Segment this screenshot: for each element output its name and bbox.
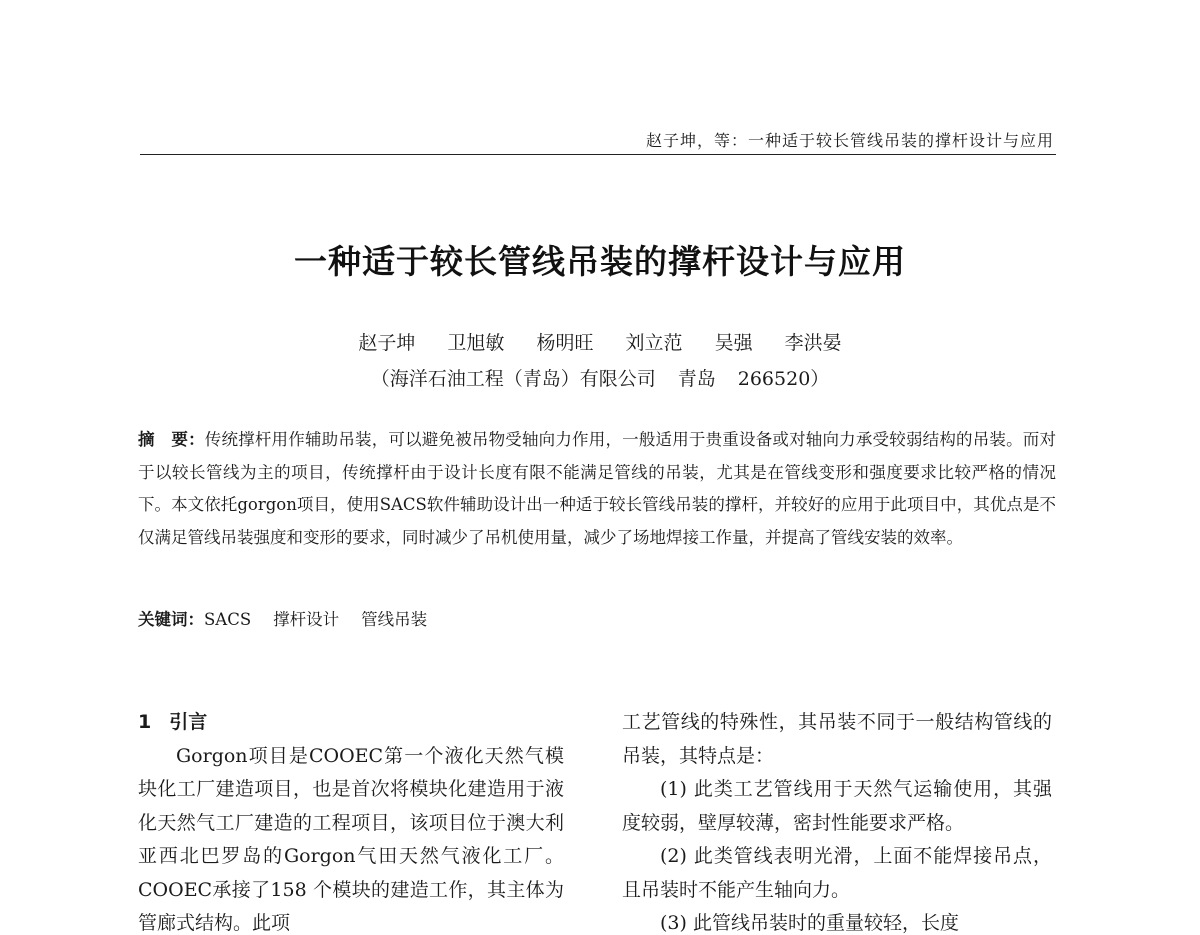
abstract-text: 传统撑杆用作辅助吊装，可以避免被吊物受轴向力作用，一般适用于贵重设备或对轴向力承受较弱结构的吊装。而对于以较长管线为主的项目，传统撑杆由于设计长度有限不能满足管线的吊装，尤其是在管线变形和强度要求比较严格的情况下。本文依托gorgon项目，使用SACS软件辅助设计出一种适于较长管线吊装的撑杆，并较好的应用于此项目中，其优点是不仅满足管线吊装强度和变形的要求，同时减少了吊机使用量，减少了场地焊接工作量，并提高了管线安装的效率。	[138, 430, 1057, 547]
keyword: 撑杆设计	[273, 610, 340, 629]
affiliation-org: （海洋石油工程（青岛）有限公司	[370, 368, 656, 390]
abstract-label: 摘 要：	[138, 430, 205, 449]
keyword: SACS	[204, 610, 252, 629]
body-paragraph: Gorgon项目是COOEC第一个液化天然气模块化工厂建造项目，也是首次将模块化建造用于液化天然气工厂建造的工程项目，该项目位于澳大利亚西北巴罗岛的Gorgon气田天然气液化工厂。COOEC承接了158 个模块的建造工作，其主体为管廊式结构。此项	[138, 744, 564, 934]
author-name: 李洪晏	[784, 332, 842, 354]
author-name: 卫旭敏	[447, 332, 505, 354]
running-head: 赵子坤，等：一种适于较长管线吊装的撑杆设计与应用	[645, 131, 1054, 150]
author-name: 吴强	[714, 332, 753, 354]
author-name: 赵子坤	[358, 332, 416, 354]
author-name: 刘立范	[625, 332, 683, 354]
affiliation	[0, 364, 1200, 391]
affiliation-postcode: 266520）	[737, 368, 830, 390]
body-column-left	[138, 706, 564, 935]
author-list	[0, 328, 1200, 355]
paper-title: 一种适于较长管线吊装的撑杆设计与应用	[294, 242, 906, 281]
author-name: 杨明旺	[536, 332, 594, 354]
abstract	[138, 424, 1056, 554]
affiliation-city: 青岛	[677, 368, 716, 390]
body-paragraph: 工艺管线的特殊性，其吊装不同于一般结构管线的吊装，其特点是：	[622, 711, 1052, 767]
list-item: (1) 此类工艺管线用于天然气运输使用，其强度较弱，壁厚较薄，密封性能要求严格。	[622, 778, 1052, 834]
keyword: 管线吊装	[361, 610, 428, 629]
list-item: (2) 此类管线表明光滑，上面不能焊接吊点，且吊装时不能产生轴向力。	[622, 845, 1052, 901]
body-column-right	[622, 706, 1052, 935]
list-item: (3) 此管线吊装时的重量较轻，长度	[660, 912, 959, 934]
section-number: 1	[138, 711, 152, 733]
keywords	[138, 606, 449, 630]
header-rule	[140, 154, 1056, 155]
section-title: 引言	[169, 711, 208, 733]
section-heading	[138, 706, 564, 740]
keywords-label: 关键词：	[138, 610, 204, 629]
